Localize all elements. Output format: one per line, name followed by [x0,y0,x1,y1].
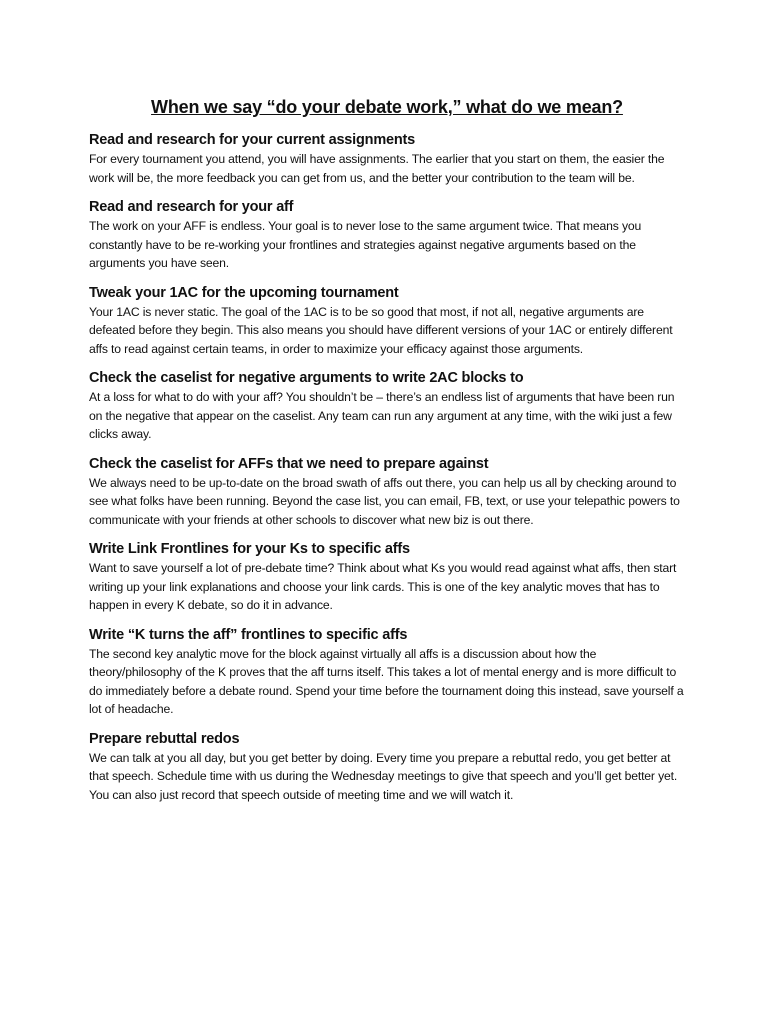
section-heading: Read and research for your current assignments [89,132,416,148]
document-title: When we say “do your debate work,” what do we mean? [151,97,623,117]
section-caselist-affs [89,454,685,530]
section-heading: Tweak your 1AC for the upcoming tournament [89,284,399,301]
section-heading: Write Link Frontlines for your Ks to specific affs [89,541,410,557]
section-body: We can talk at you all day, but you get better by doing. Every time you prepare a rebuttal redo, you get better at that speech. Schedule time with us during the Wednesday meetings to give that speech and you’ll get better yet. You can also just record that speech outside of meeting time and we will watch it. [89,750,678,802]
section-aff-research [89,197,685,273]
section-heading: Check the caselist for negative arguments to write 2AC blocks to [89,370,524,386]
section-heading: Read and research for your aff [89,199,294,215]
section-body: The second key analytic move for the block against virtually all affs is a discussion about how the theory/philosophy of the K proves that the aff turns itself. This takes a lot of mental energy and is more difficult to do immediately before a debate round. Spend your time before the tournament doing this instead, save yourself a lot of headache. [89,646,684,716]
section-current-assignments [89,130,685,187]
section-heading: Check the caselist for AFFs that we need to prepare against [89,455,489,472]
section-tweak-1ac [89,283,685,359]
section-link-frontlines [89,539,685,615]
section-body: Want to save yourself a lot of pre-debate time? Think about what Ks you would read against what affs, then start writing up your link explanations and choose your link cards. This is one of the key analytic moves that has to happen in every K debate, so do it in advance. [89,561,677,612]
section-body: We always need to be up-to-date on the broad swath of affs out there, you can help us all by checking around to see what folks have been running. Beyond the case list, you can email, FB, text, or use your telepathic powers to communicate with your friends at other schools to discover what new biz is out there. [89,475,680,527]
section-k-turns-aff [89,625,685,719]
section-rebuttal-redos [89,729,685,805]
section-heading: Write “K turns the aff” frontlines to specific affs [89,626,408,643]
document-page [89,94,685,814]
section-body: The work on your AFF is endless. Your goal is to never lose to the same argument twice. That means you constantly have to be re-working your frontlines and strategies against negative arguments based on the arguments you have seen. [89,219,642,270]
section-body: Your 1AC is never static. The goal of the 1AC is to be so good that most, if not all, negative arguments are defeated before they begin. This also means you should have different versions of your 1AC or entirely different affs to read against certain teams, in order to maximize your efficacy against those arguments. [89,304,673,356]
section-body: At a loss for what to do with your aff? You shouldn’t be – there’s an endless list of arguments that have been run on the negative that appear on the caselist. Any team can run any argument at any time, with the wiki just a few clicks away. [89,390,675,441]
section-body: For every tournament you attend, you will have assignments. The earlier that you start on them, the easier the work will be, the more feedback you can get from us, and the better your contribution to the team will be. [89,152,665,185]
section-heading: Prepare rebuttal redos [89,730,240,747]
section-caselist-negative [89,368,685,444]
